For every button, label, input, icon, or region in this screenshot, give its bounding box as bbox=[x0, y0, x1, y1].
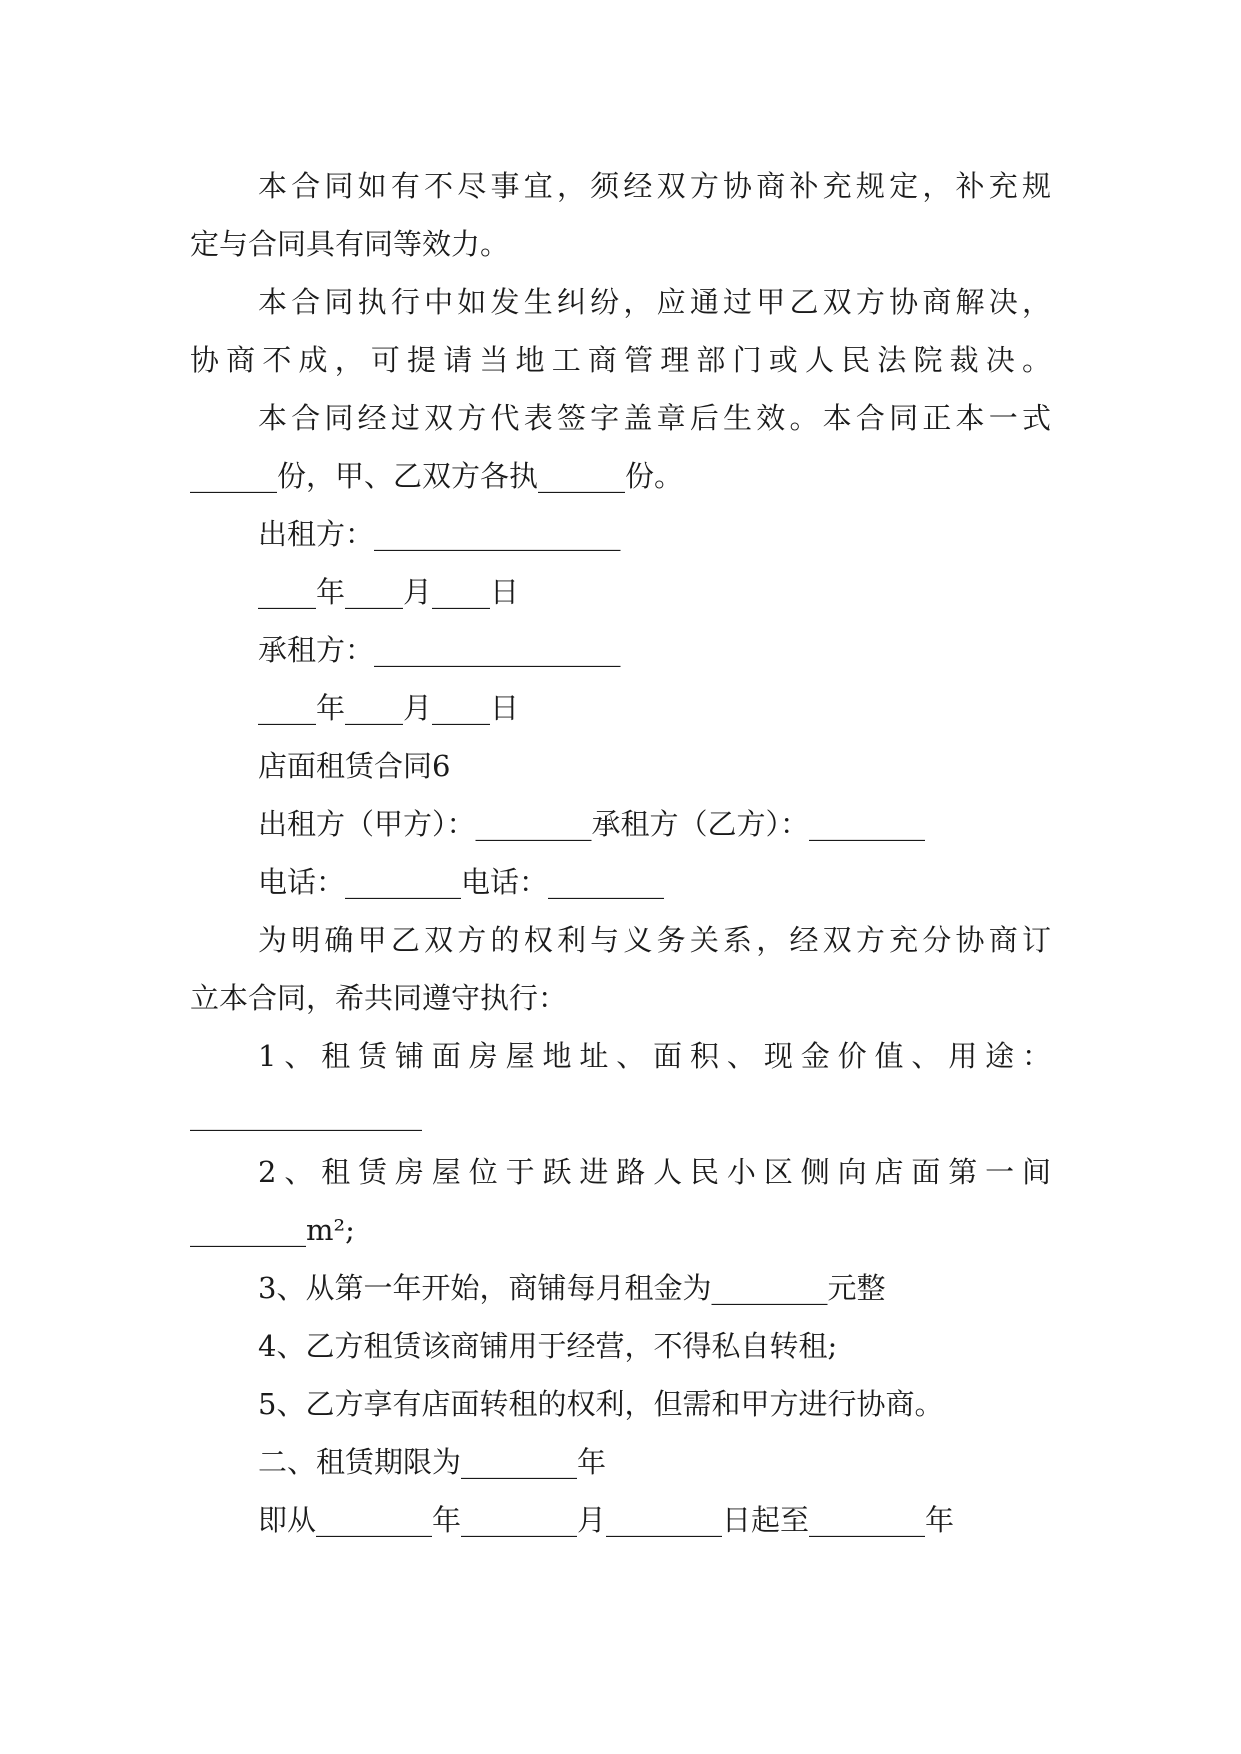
section-title: 店面租赁合同6 bbox=[258, 749, 451, 783]
clause-line: 5、乙方享有店面转租的权利，但需和甲方进行协商。 bbox=[258, 1387, 944, 1421]
paragraph-line: 协商不成，可提请当地工商管理部门或人民法院裁决。 bbox=[190, 343, 1051, 377]
clause-line: 二、租赁期限为________年 bbox=[258, 1445, 607, 1479]
paragraph-line: 为明确甲乙双方的权利与义务关系，经双方充分协商订 bbox=[258, 923, 1051, 957]
blank-line: ________________ bbox=[190, 1097, 422, 1131]
paragraph-line: 本合同经过双方代表签字盖章后生效。本合同正本一式 bbox=[258, 401, 1051, 435]
phone-line: 电话：________电话：________ bbox=[258, 865, 665, 899]
clause-line: ________m²; bbox=[190, 1213, 355, 1247]
parties-line: 出租方（甲方）：________承租方（乙方）：________ bbox=[258, 807, 926, 841]
clause-line: 1、租赁铺面房屋地址、面积、现金价值、用途： bbox=[258, 1039, 1051, 1073]
paragraph-line: 立本合同，希共同遵守执行： bbox=[190, 981, 568, 1015]
date-line: ____年____月____日 bbox=[258, 575, 520, 609]
clause-line: 4、乙方租赁该商铺用于经营，不得私自转租; bbox=[258, 1329, 838, 1363]
paragraph-line: 本合同执行中如发生纠纷，应通过甲乙双方协商解决， bbox=[258, 285, 1051, 319]
paragraph-line: 定与合同具有同等效力。 bbox=[190, 227, 510, 261]
clause-line: 3、从第一年开始，商铺每月租金为________元整 bbox=[258, 1271, 886, 1305]
clause-line: 即从________年________月________日起至________年 bbox=[258, 1503, 955, 1537]
paragraph-line: 本合同如有不尽事宜，须经双方协商补充规定，补充规 bbox=[258, 169, 1051, 203]
lessee-signature-line: 承租方：_________________ bbox=[258, 633, 621, 667]
paragraph-line: ______份，甲、乙双方各执______份。 bbox=[190, 459, 684, 493]
clause-line: 2、租赁房屋位于跃进路人民小区侧向店面第一间 bbox=[258, 1155, 1051, 1189]
date-line: ____年____月____日 bbox=[258, 691, 520, 725]
lessor-signature-line: 出租方：_________________ bbox=[258, 517, 621, 551]
